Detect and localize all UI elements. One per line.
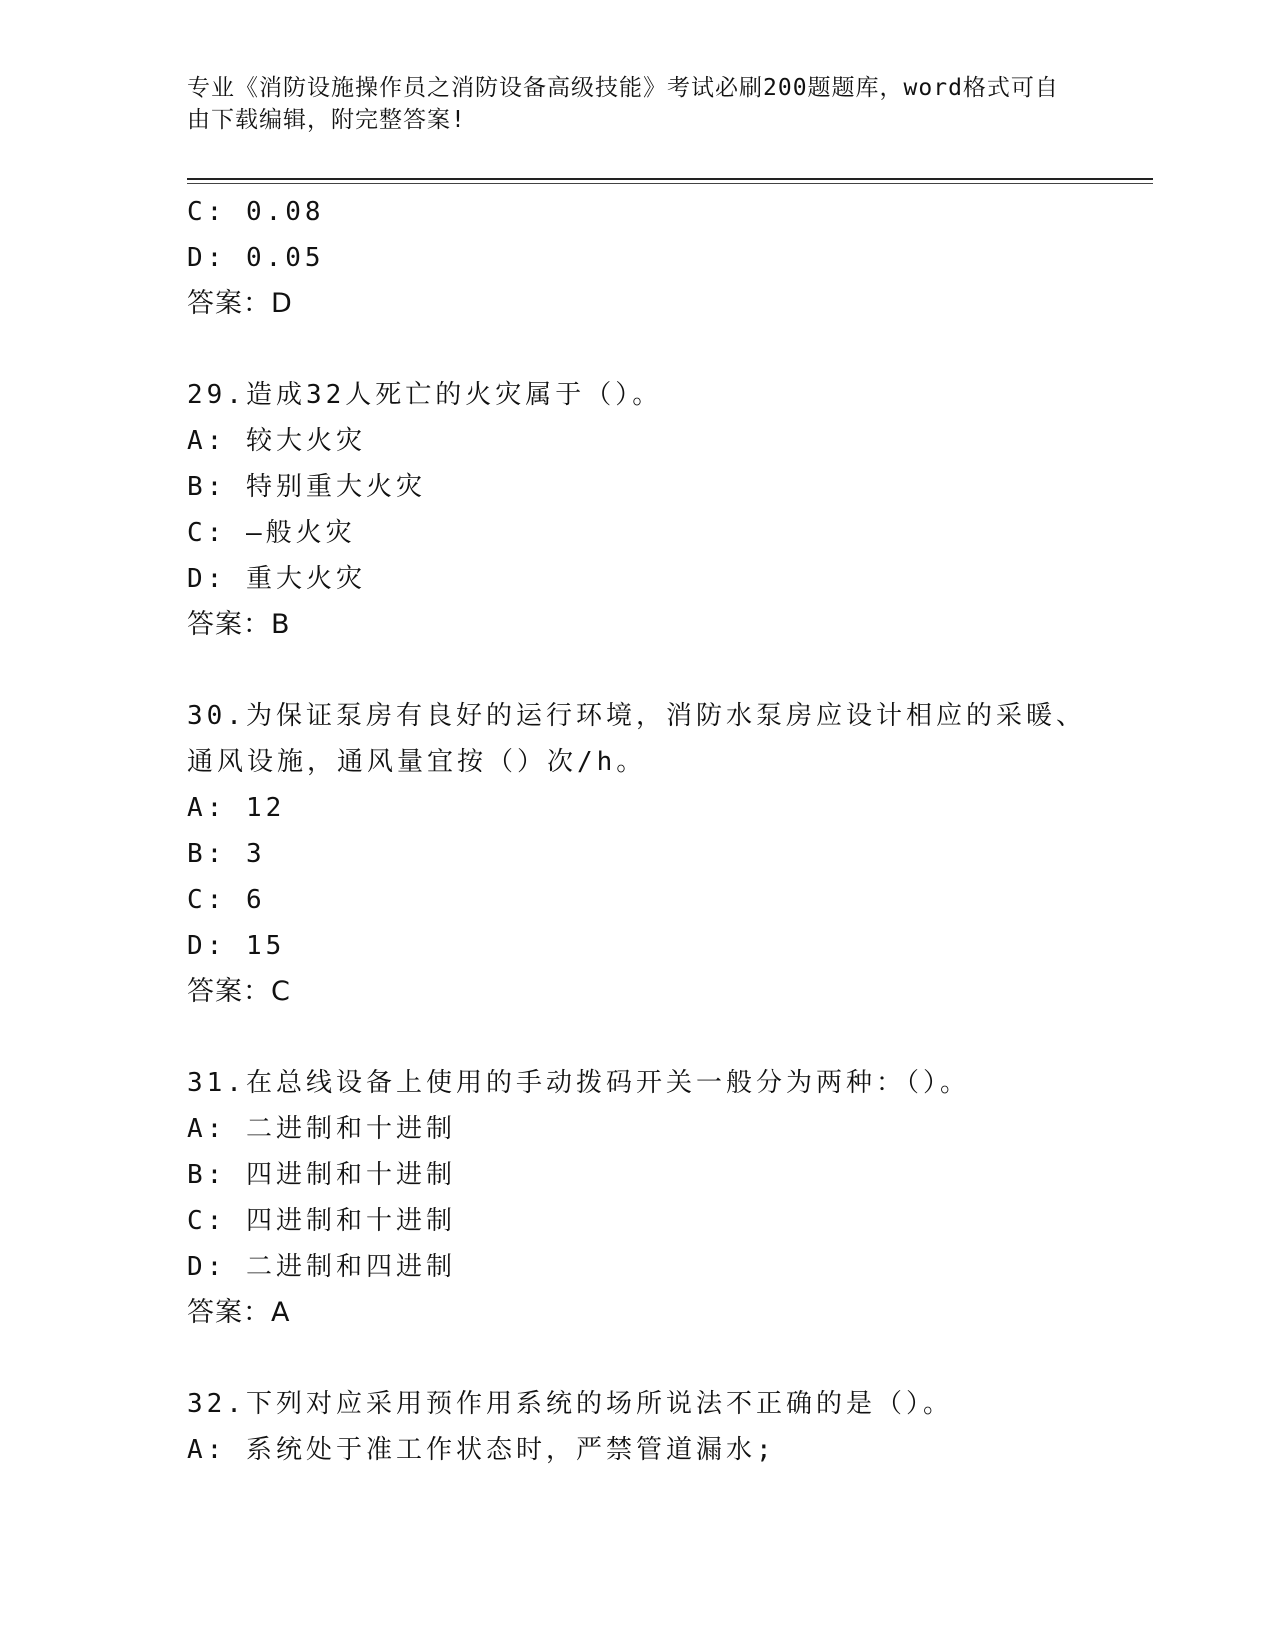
header-divider-thin (187, 183, 1153, 184)
question-stem: 30.为保证泵房有良好的运行环境，消防水泵房应设计相应的采暖、通风设施，通风量宜按（）次/h。 (187, 701, 1086, 777)
document-title: 专业《消防设施操作员之消防设备高级技能》考试必刷200题题库，word格式可自由下载编辑，附完整答案! (187, 75, 1059, 133)
question-28-continued (187, 189, 1087, 327)
option-d: D: 0.05 (187, 243, 325, 273)
question-32 (187, 1381, 1087, 1473)
header-divider (187, 178, 1153, 180)
answer: 答案：C (187, 976, 291, 1007)
option-c: C: —般火灾 (187, 518, 356, 548)
option-d: D: 15 (187, 931, 286, 961)
option-b: B: 四进制和十进制 (187, 1160, 456, 1190)
answer: 答案：D (187, 288, 293, 319)
option-a: A: 系统处于准工作状态时，严禁管道漏水; (187, 1435, 776, 1465)
answer: 答案：A (187, 1297, 291, 1328)
question-list (187, 189, 1087, 1473)
option-c: C: 0.08 (187, 197, 325, 227)
option-c: C: 6 (187, 885, 266, 915)
option-d: D: 重大火灾 (187, 564, 366, 594)
answer: 答案：B (187, 609, 291, 640)
option-a: A: 较大火灾 (187, 426, 366, 456)
question-stem: 29.造成32人死亡的火灾属于（）。 (187, 380, 663, 410)
question-31 (187, 1060, 1087, 1336)
question-29 (187, 372, 1087, 648)
option-b: B: 特别重大火灾 (187, 472, 426, 502)
document-header (187, 72, 1077, 136)
option-b: B: 3 (187, 839, 266, 869)
option-a: A: 12 (187, 793, 286, 823)
question-30 (187, 693, 1087, 1015)
option-a: A: 二进制和十进制 (187, 1114, 456, 1144)
option-c: C: 四进制和十进制 (187, 1206, 456, 1236)
question-stem: 32.下列对应采用预作用系统的场所说法不正确的是（）。 (187, 1389, 953, 1419)
question-stem: 31.在总线设备上使用的手动拨码开关一般分为两种：（）。 (187, 1068, 970, 1098)
option-d: D: 二进制和四进制 (187, 1252, 456, 1282)
